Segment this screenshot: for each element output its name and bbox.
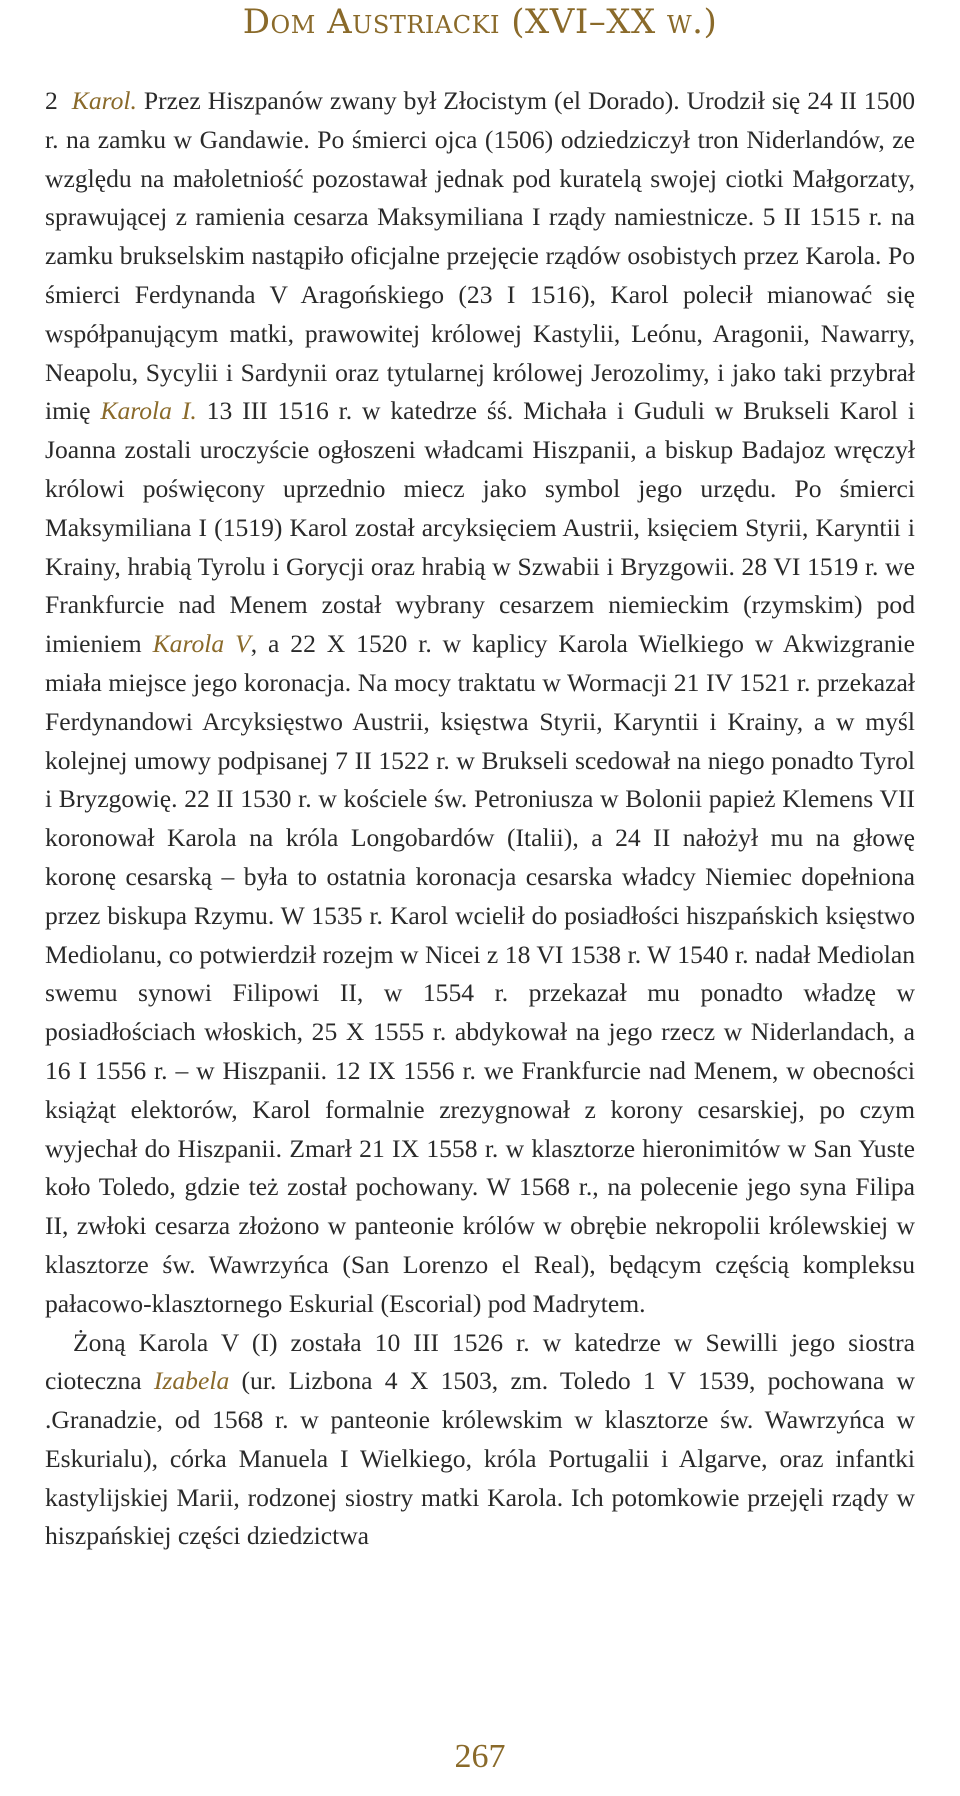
paragraph-2-text-a: Żoną Karola V (I) została 10 III 1526 r. w katedrze w Sewilli jego siostra cioteczna [45,1327,915,1396]
paragraph-1-text-c: , a 22 X 1520 r. w kaplicy Karola Wielkiego w Akwizgranie miała miejsce jego koronacja. Na mocy traktatu w Wormacji 21 IV 1521 r. przekazał Ferdynandowi Arcyksięstwo Austrii, księstwa Styrii, Karyntii i Krainy, a w myśl kolejnej umowy podpisanej 7 II 1522 r. w Brukseli scedował na niego ponadto Tyrol i Bryzgowię. 22 II 1530 r. w kościele św. Petroniusza w Bolonii papież Klemens VII koronował Karola na króla Longobardów (Italii), a 24 II nałożył mu na głowę koronę cesarską – była to ostatnia koronacja cesarska władcy Niemiec dopełniona przez biskupa Rzymu. W 1535 r. Karol wcielił do posiadłości hiszpańskich księstwo Mediolanu, co potwierdził rozejm w Nicei z 18 VI 1538 r. W 1540 r. nadał Mediolan swemu synowi Filipowi II, w 1554 r. przekazał mu ponadto władzę w posiadłościach włoskich, 25 X 1555 r. abdykował na jego rzecz w Niderlandach, a 16 I 1556 r. – w Hiszpanii. 12 IX 1556 r. we Frankfurcie nad Menem, w obecności książąt elektorów, Karol formalnie zrezygnował z korony cesarskiej, po czym wyjechał do Hiszpanii. Zmarł 21 IX 1558 r. w klasztorze hieronimitów w San Yuste koło Toledo, gdzie też został pochowany. W 1568 r., na polecenie jego syna Filipa II, zwłoki cesarza złożono w panteonie królów w obrębie nekropolii królewskiej w klasztorze św. Wawrzyńca (San Lorenzo el Real), będącym częścią kompleksu pałacowo-klasztornego Eskurial (Escorial) pod Madrytem. [45,629,915,1318]
name-izabela: Izabela [153,1366,230,1396]
entry-paragraph-2 [45,1324,915,1557]
entry-number: 2 [45,86,58,115]
paragraph-1-text-a: Przez Hiszpanów zwany był Złocistym (el Dorado). Urodził się 24 II 1500 r. na zamku w Gandawie. Po śmierci ojca (1506) odziedziczył tron Niderlandów, ze względu na małoletniość pozostawał jednak pod kuratelą swojej ciotki Małgorzaty, sprawującej z ramienia cesarza Maksymiliana I rządy namiestnicze. 5 II 1515 r. na zamku brukselskim nastąpiło oficjalne przejęcie rządów osobistych przez Karola. Po śmierci Ferdynanda V Aragońskiego (23 I 1516), Karol polecił mianować się współpanującym matki, prawowitej królowej Kastylii, Leónu, Aragonii, Nawarry, Neapolu, Sycylii i Sardynii oraz tytularnej królowej Jerozolimy, i jako taki przybrał imię [45,86,915,426]
entry-paragraph-1 [45,82,915,1324]
running-header: Dom Austriacki (XVI–XX w.) [242,2,718,42]
entry-name: Karol. [71,86,137,115]
name-karol-v: Karola V [152,629,251,659]
page-number: 267 [454,1738,506,1775]
paragraph-1-text-b: 13 III 1516 r. w katedrze śś. Michała i Guduli w Brukseli Karol i Joanna zostali uroczyście ogłoszeni władcami Hiszpanii, a biskup Badajoz wręczył królowi poświęcony uprzednio miecz jako symbol jego urzędu. Po śmierci Maksymiliana I (1519) Karol został arcyksięciem Austrii, księciem Styrii, Karyntii i Krainy, hrabią Tyrolu i Gorycji oraz hrabią w Szwabii i Bryzgowii. 28 VI 1519 r. we Frankfurcie nad Menem został wybrany cesarzem niemieckim (rzymskim) pod imieniem [45,396,916,659]
name-karol-i: Karola I. [100,396,197,426]
entry-body [45,82,915,1556]
paragraph-2-text-b: (ur. Lizbona 4 X 1503, zm. Toledo 1 V 1539, pochowana w .Granadzie, od 1568 r. w panteonie królewskim w klasztorze św. Wawrzyńca w Eskurialu), córka Manuela I Wielkiego, króla Portugalii i Algarve, oraz infantki kastylijskiej Marii, rodzonej siostry matki Karola. Ich potomkowie przejęli rządy w hiszpańskiej części dziedzictwa [45,1366,915,1551]
